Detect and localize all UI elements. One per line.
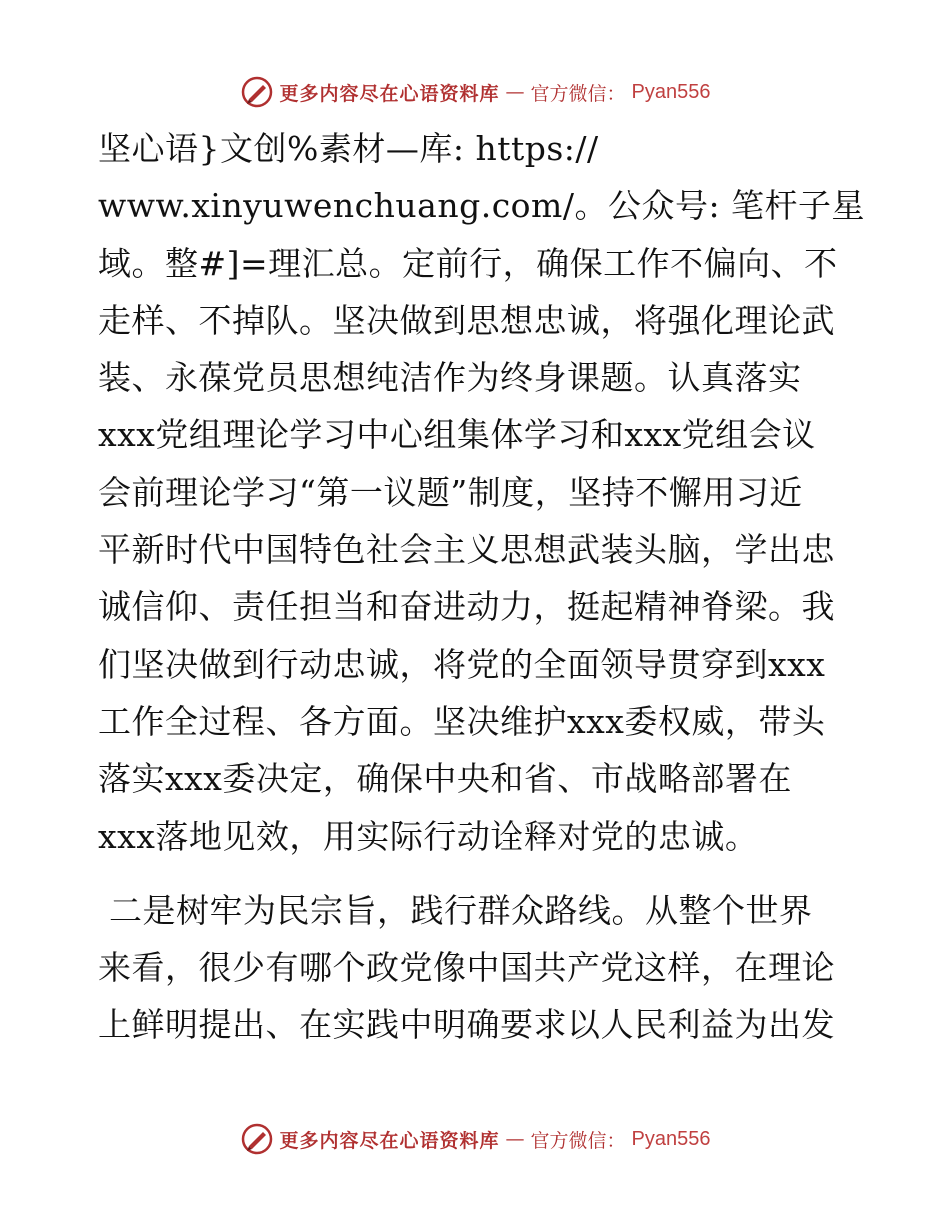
paragraph-gap [98,865,858,882]
header-label: 官方微信： [530,82,626,105]
footer-label: 官方微信： [530,1129,626,1152]
text-line: 来看，很少有哪个政党像中国共产党这样，在理论 [98,948,835,988]
text-line: xxx落地见效，用实际行动诠释对党的忠诚。 [98,816,759,856]
text-line: 上鲜明提出、在实践中明确要求以人民利益为出发 [98,1005,835,1045]
text-line: 工作全过程、各方面。坚决维护xxx委权威，带头 [98,701,826,741]
text-line: www.xinyuwenchuang.com/。公众号: 笔杆子星 [98,186,866,226]
text-line: 会前理论学习“第一议题”制度，坚持不懈用习近 [98,472,803,512]
text-line: 们坚决做到行动忠诚，将党的全面领导贯穿到xxx [98,644,826,684]
logo-icon [240,75,274,109]
paragraph-2 [98,882,858,1054]
footer-text: 更多内容尽在心语资料库 [279,1129,500,1152]
text-line: 坚心语}文创%素材—库: https:// [98,129,599,168]
footer-wechat-id: Pyan556 [631,1127,711,1150]
header-wechat-id: Pyan556 [631,80,711,103]
footer-dash: — [505,1128,525,1150]
text-line: 诚信仰、责任担当和奋进动力，挺起精神脊梁。我 [98,587,835,627]
text-line: 装、永葆党员思想纯洁作为终身课题。认真落实 [98,358,802,398]
paragraph-1 [98,120,866,865]
logo-icon [240,1122,274,1156]
text-line: 落实xxx委决定，确保中央和省、市战略部署在 [98,759,792,799]
text-line: 域。整#]=理汇总。定前行，确保工作不偏向、不 [98,243,838,283]
header-dash: — [505,81,525,103]
header-text: 更多内容尽在心语资料库 [279,82,500,105]
header-banner [0,72,950,112]
footer-banner [0,1119,950,1159]
text-line: 平新时代中国特色社会主义思想武装头脑，学出忠 [98,530,835,570]
text-line: 二是树牢为民宗旨，践行群众路线。从整个世界 [98,890,813,930]
text-line: xxx党组理论学习中心组集体学习和xxx党组会议 [98,415,816,455]
text-line: 走样、不掉队。坚决做到思想忠诚，将强化理论武 [98,300,835,340]
document-body [98,120,866,1054]
